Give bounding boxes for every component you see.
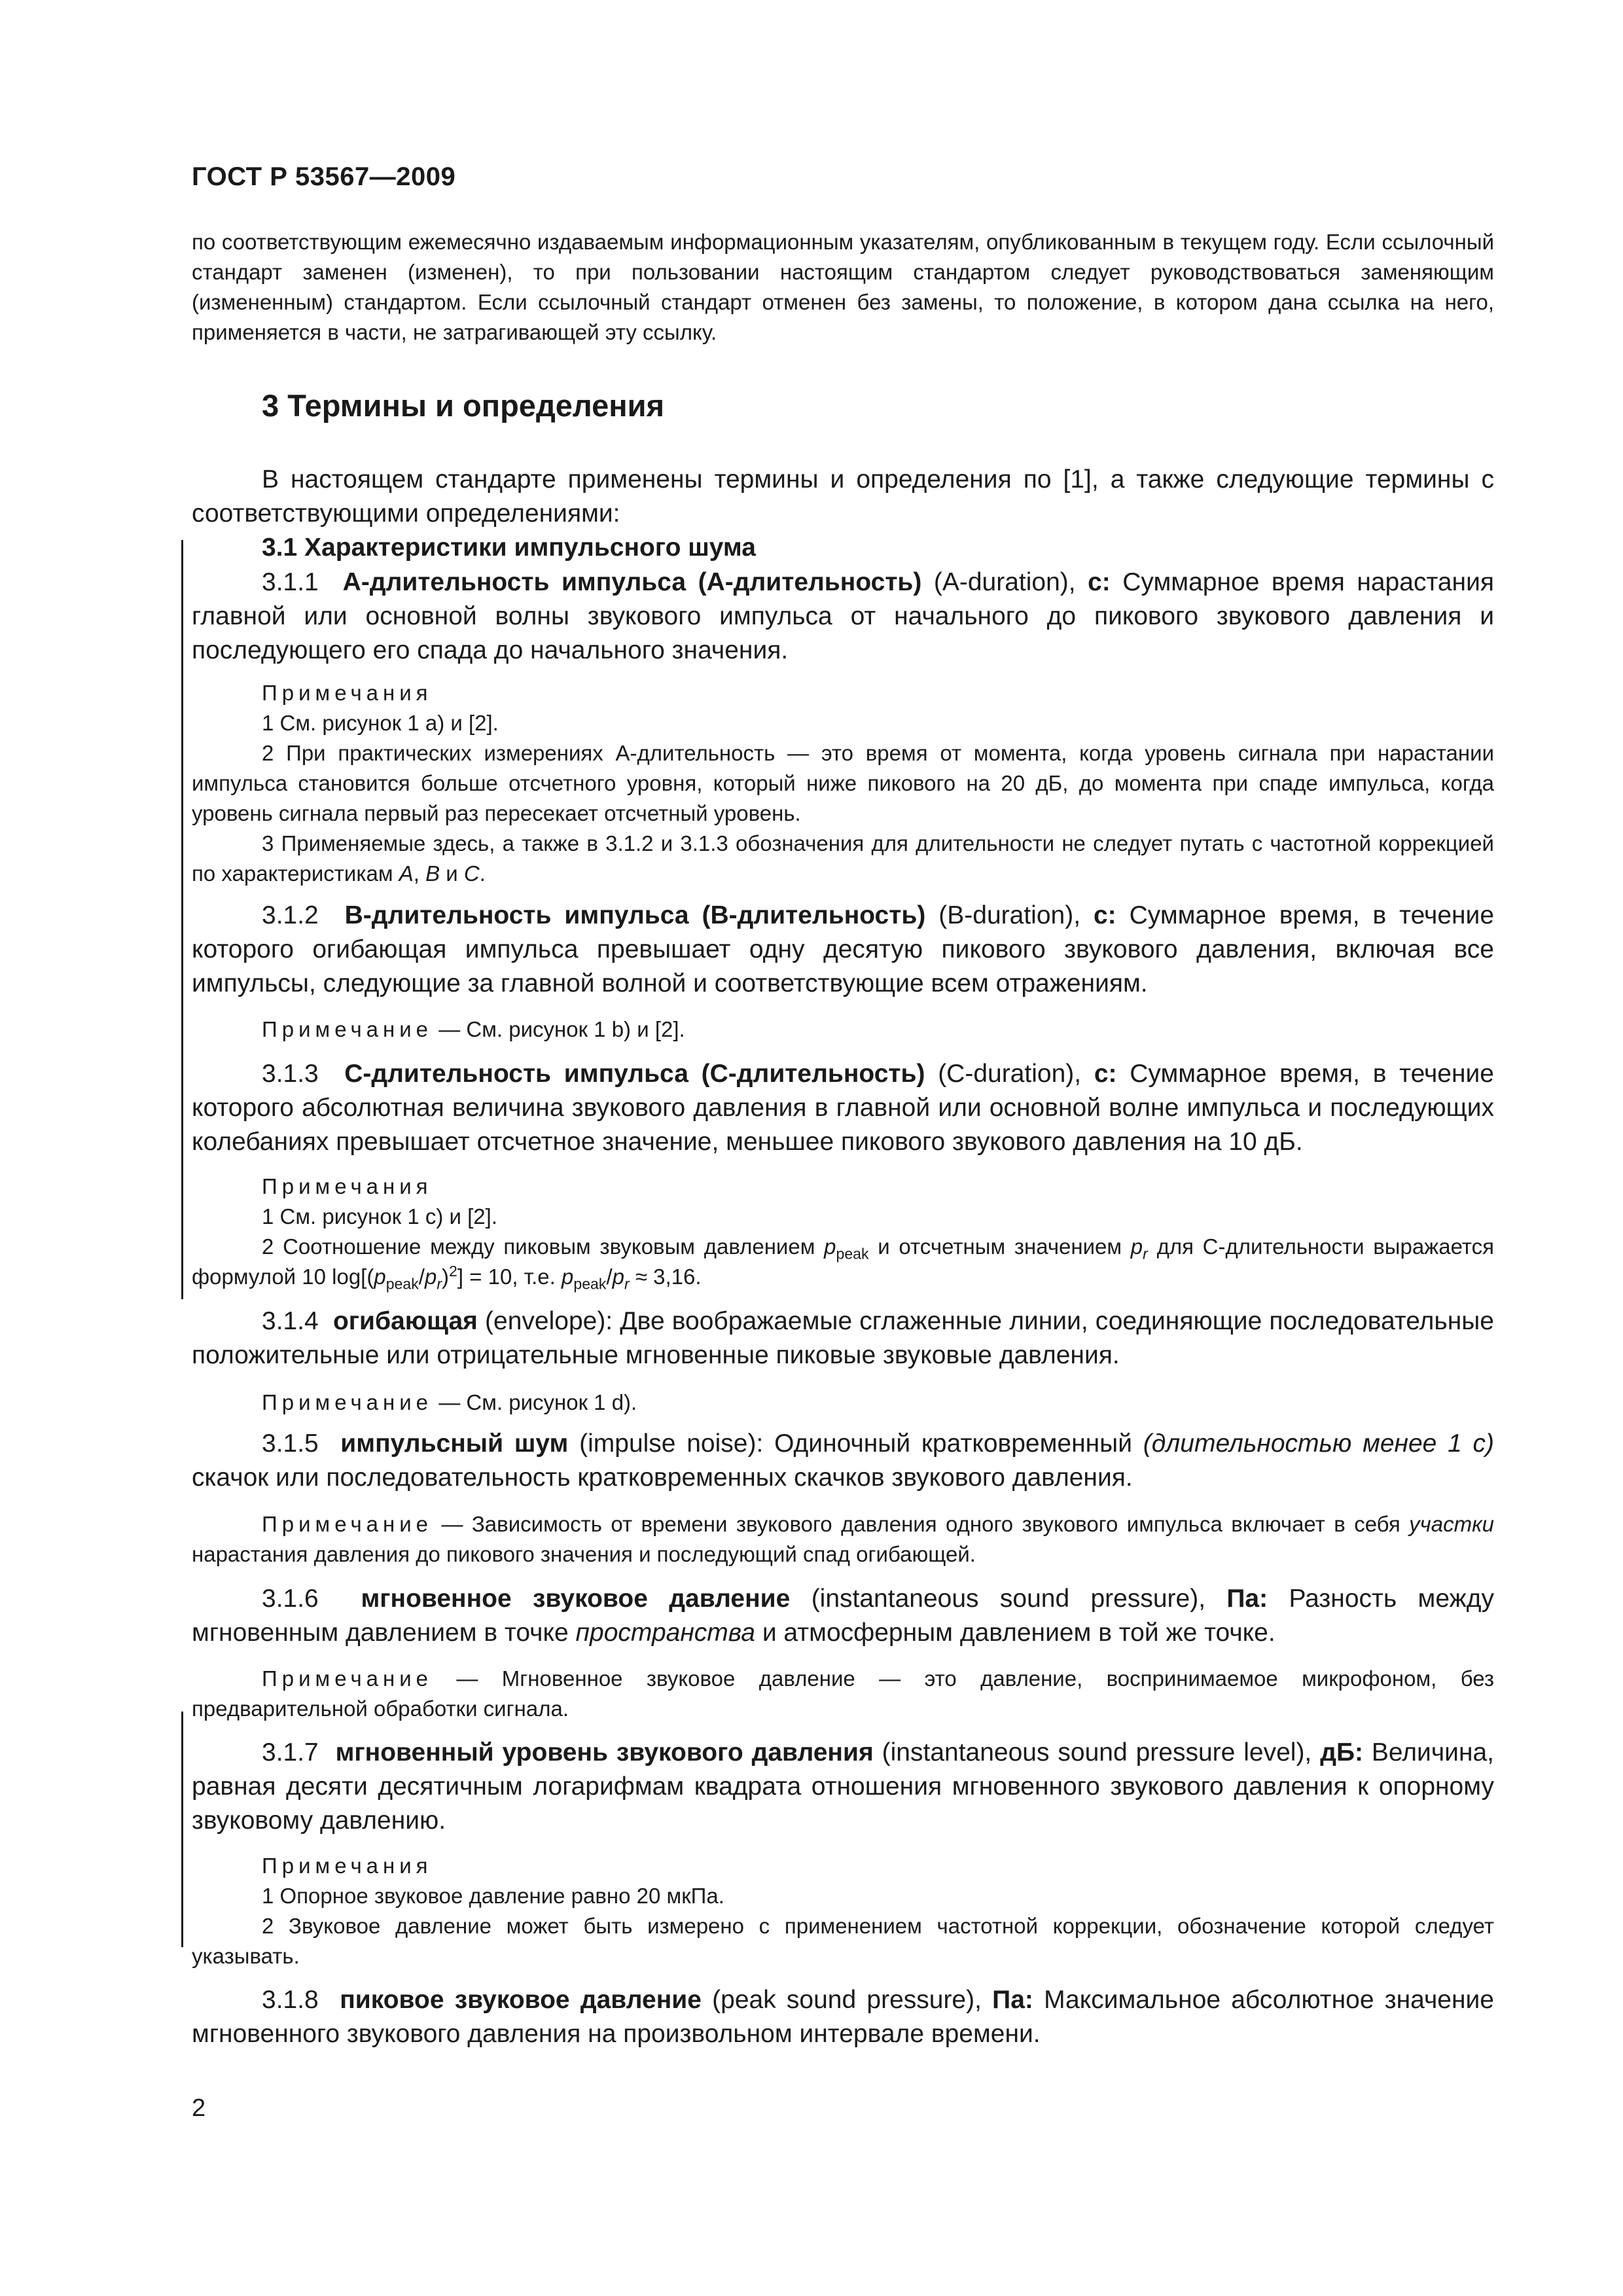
note-item: 1 См. рисунок 1 с) и [2]. [262, 1204, 497, 1229]
subsection-heading: 3.1 Характеристики импульсного шума [262, 533, 756, 562]
notes-label: Примечания [262, 681, 433, 705]
note-item: Примечание — См. рисунок 1 b) и [2]. [262, 1017, 685, 1041]
term-3-1-3: 3.1.3 С-длительность импульса (С-длительность) (C-duration), с: Суммарное время, в течение которого абсолютная величина звукового давления в главной или основной волне импульса и последующих колебаниях превышает отсчетное значение, меньшее пикового звукового давления на 10 дБ. [192, 1060, 1494, 1156]
note-item: 1 Опорное звуковое давление равно 20 мкПа. [262, 1884, 724, 1908]
term-3-1-1: 3.1.1 А-длительность импульса (А-длительность) (A-duration), с: Суммарное время нарастания главной или основной волны звукового импульса от начального до пикового звукового давления и последующего его спада до начального значения. [192, 568, 1494, 664]
notes-label: Примечания [262, 1174, 433, 1198]
change-bar [181, 1712, 183, 1947]
intro-paragraph: по соответствующим ежемесячно издаваемым информационным указателям, опубликованным в текущем году. Если ссылочный стандарт заменен (изменен), то при пользовании настоящим стандартом следует руководствоваться заменяющим (измененным) стандартом. Если ссылочный стандарт отменен без замены, то положение, в котором дана ссылка на него, применяется в части, не затрагивающей эту ссылку. [192, 230, 1494, 344]
section-heading: 3 Термины и определения [262, 388, 664, 423]
notes-label: Примечания [262, 1854, 433, 1878]
term-3-1-2: 3.1.2 В-длительность импульса (В-длительность) (B-duration), с: Суммарное время, в течение которого огибающая импульса превышает одну десятую пикового звукового давления, включая все импульсы, следующие за главной волной и соответствующие всем отражениям. [192, 901, 1495, 997]
change-bar [181, 540, 183, 1299]
note-item: Примечание — Мгновенное звуковое давление — это давление, воспринимаемое микрофоном, без предварительной обработки сигнала. [192, 1666, 1494, 1721]
note-item: 2 Соотношение между пиковым звуковым давлением $p_{peak}$ и отсчетным значением $p_r$ для С-длительности выражается формулой 10 $\log[(p_{peak}/p_r)^2] = 10$, т.е. $p_{peak}/p_r \approx 3,16$. [192, 1234, 1494, 1293]
note-item: 2 Звуковое давление может быть измерено с применением частотной коррекции, обозначение которой следует указывать. [192, 1914, 1494, 1968]
note-item: Примечание — См. рисунок 1 d). [262, 1390, 637, 1414]
document-id: ГОСТ Р 53567—2009 [192, 162, 456, 191]
term-3-1-7: 3.1.7 мгновенный уровень звукового давления (instantaneous sound pressure level), дБ: Величина, равная десяти десятичным логарифмам квадрата отношения мгновенного звукового давления к опорному звуковому давлению. [192, 1738, 1495, 1835]
term-3-1-5: 3.1.5 импульсный шум (impulse noise): Одиночный кратковременный (длительностью менее 1 с) скачок или последовательность кратковременных скачков звукового давления. [192, 1429, 1495, 1492]
note-item: 1 См. рисунок 1 а) и [2]. [262, 711, 499, 735]
term-3-1-4: 3.1.4 огибающая (envelope): Две воображаемые сглаженные линии, соединяющие последовательные положительные или отрицательные мгновенные пиковые звуковые давления. [192, 1307, 1494, 1369]
note-item: Примечание — Зависимость от времени звукового давления одного звукового импульса включает в себя участки нарастания давления до пикового значения и последующий спад огибающей. [192, 1512, 1495, 1566]
note-item: 2 При практических измерениях А-длительность — это время от момента, когда уровень сигнала при нарастании импульса становится больше отсчетного уровня, который ниже пикового на 20 дБ, до момента при спаде импульса, когда уровень сигнала первый раз пересекает отсчетный уровень. [192, 741, 1494, 825]
page-number: 2 [192, 2094, 206, 2122]
term-3-1-6: 3.1.6 мгновенное звуковое давление (instantaneous sound pressure), Па: Разность между мгновенным давлением в точке пространства и атмосферным давлением в той же точке. [192, 1585, 1494, 1647]
note-item: 3 Применяемые здесь, а также в 3.1.2 и 3.1.3 обозначения для длительности не следует путать с частотной коррекцией по характеристикам A, B и C. [192, 831, 1494, 886]
term-3-1-8: 3.1.8 пиковое звуковое давление (peak sound pressure), Па: Максимальное абсолютное значение мгновенного звукового давления на произвольном интервале времени. [192, 1986, 1494, 2048]
section-lead: В настоящем стандарте применены термины и определения по [1], а также следующие термины с соответствующими определениями: [192, 465, 1494, 528]
